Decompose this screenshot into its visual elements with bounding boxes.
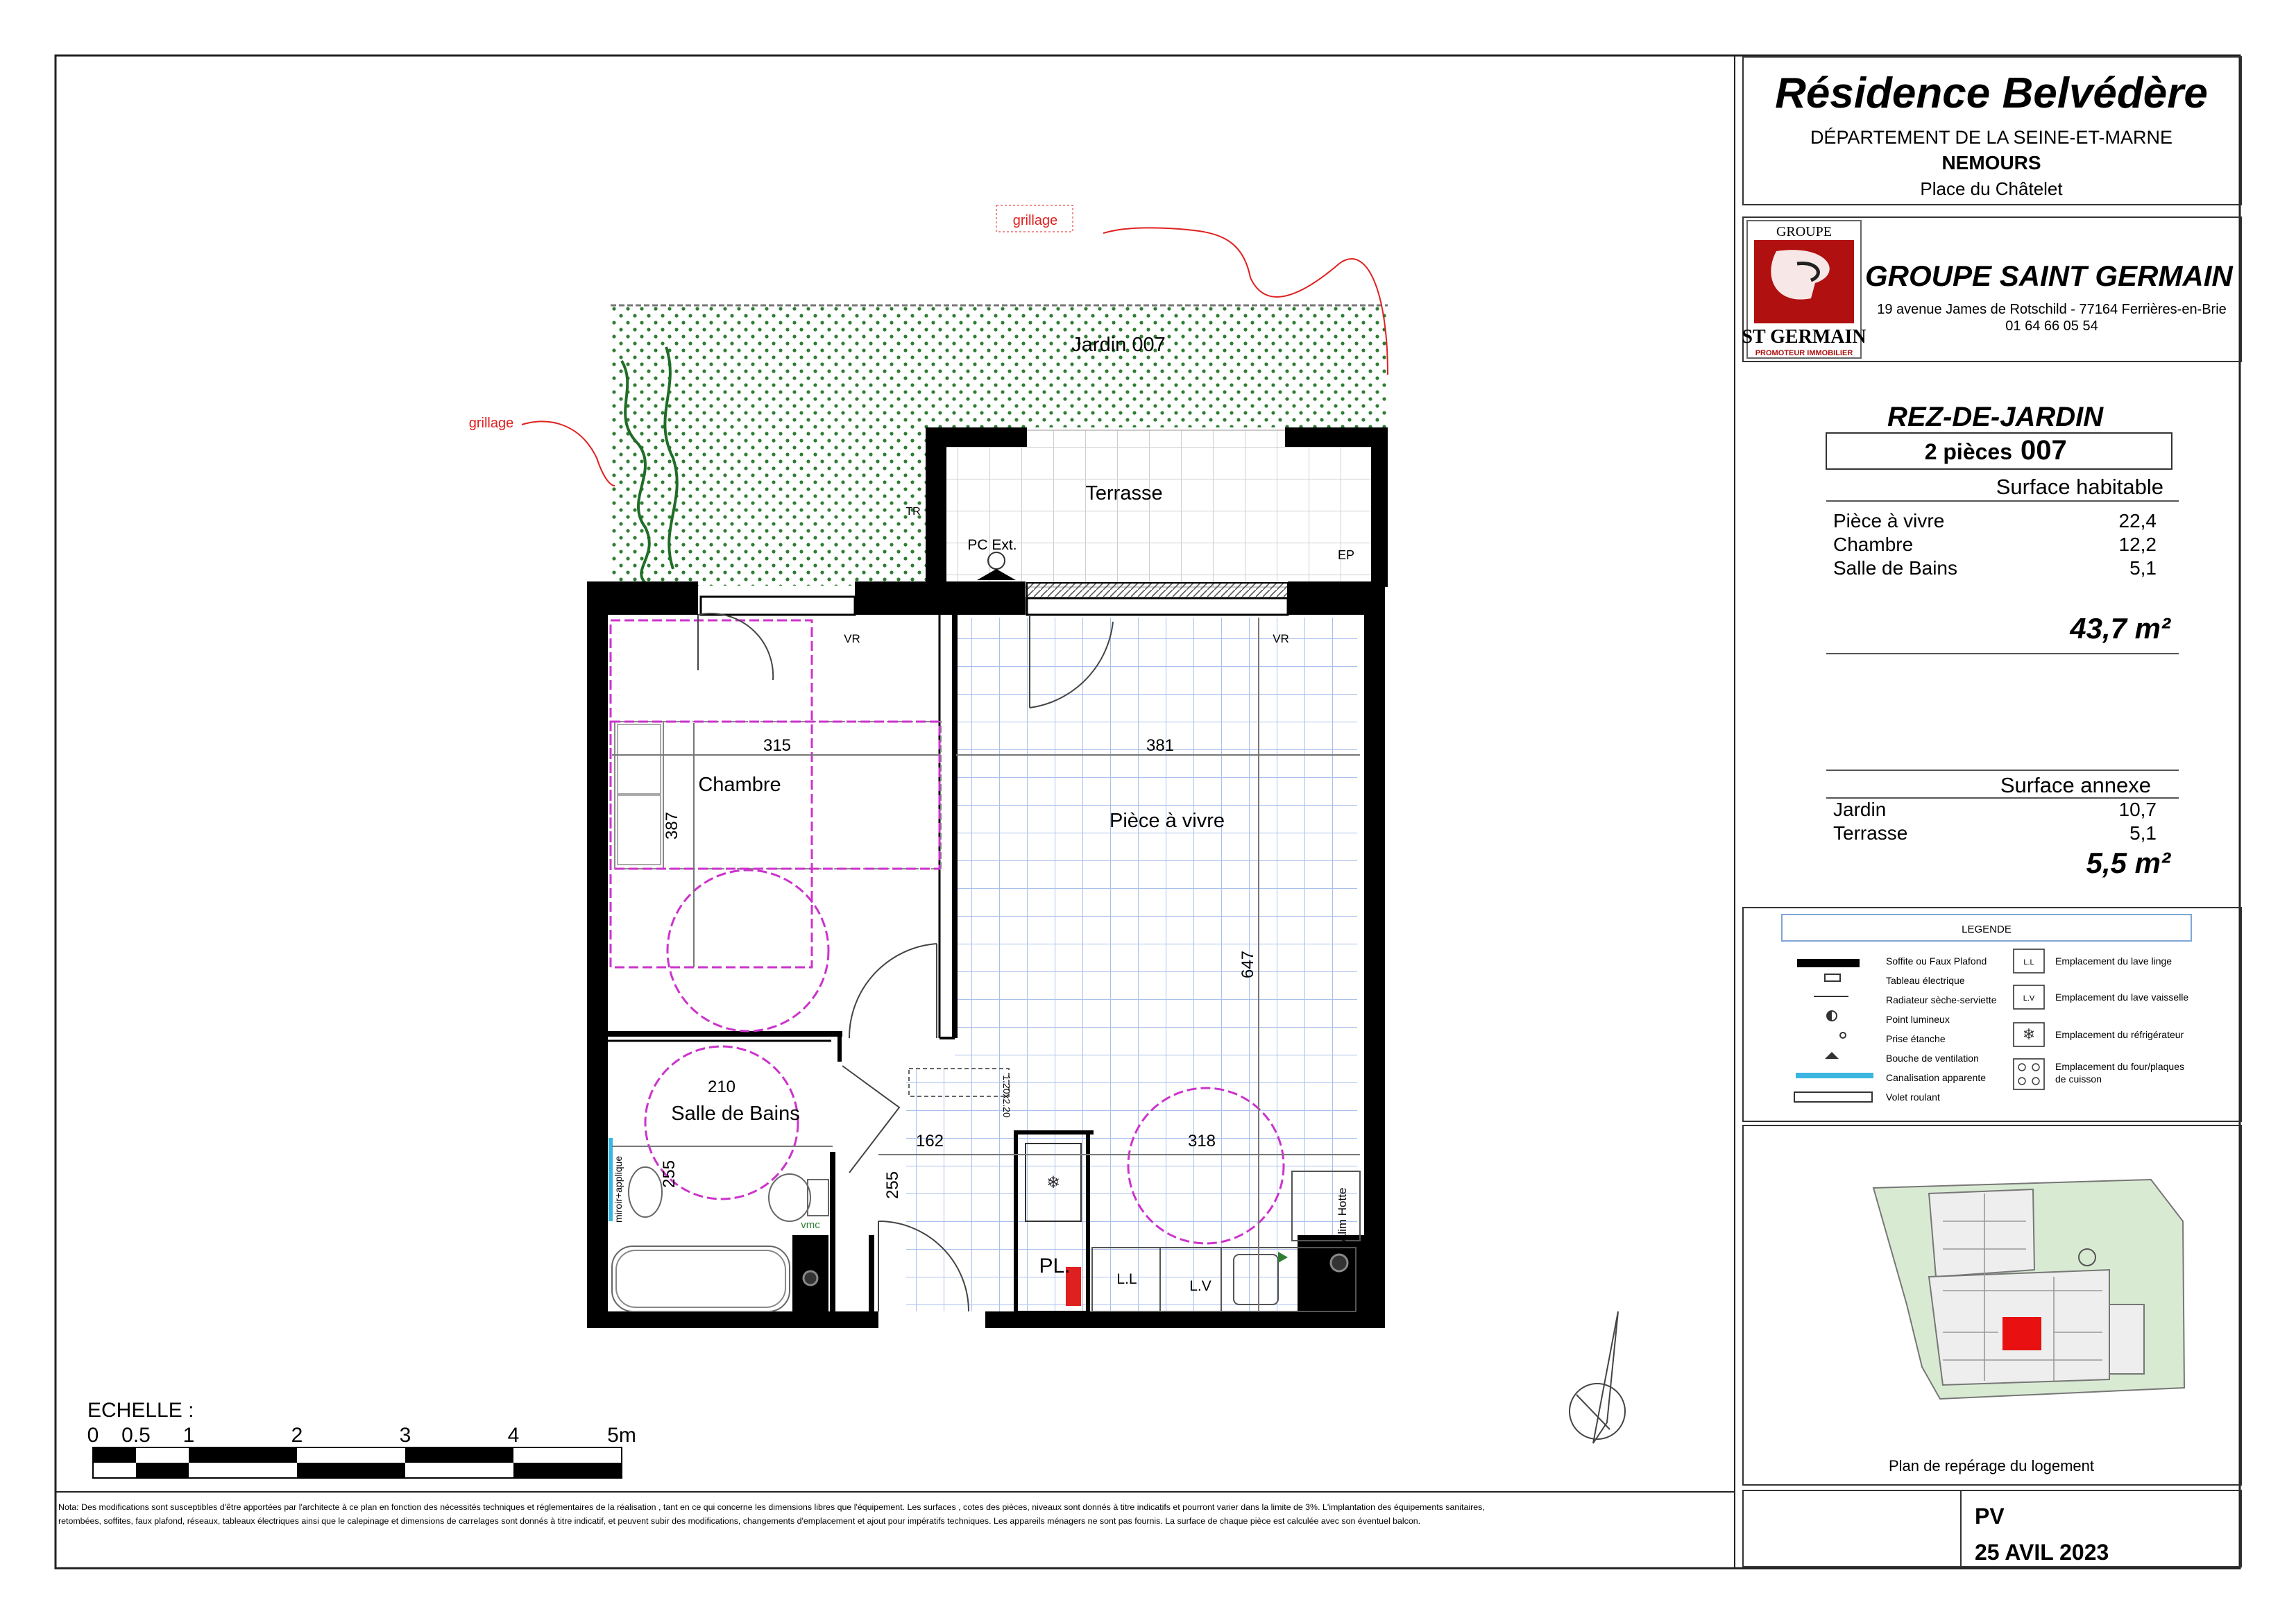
fridge-icon: ❄ <box>1046 1173 1061 1192</box>
address: Place du Châtelet <box>1920 178 2063 199</box>
dim-387: 387 <box>663 811 681 840</box>
svg-text:GROUPE: GROUPE <box>1776 224 1832 239</box>
scale-tick: 1 <box>182 1424 195 1447</box>
bath-label: Salle de Bains <box>671 1103 800 1125</box>
alim-hotte-label: Alim Hotte <box>1336 1187 1349 1242</box>
door-chambre-window <box>698 613 773 680</box>
legend-code: L.V <box>2023 994 2035 1003</box>
terrace-label: Terrasse <box>1085 482 1163 504</box>
location-plan-map <box>1873 1180 2184 1399</box>
unit-number: 007 <box>2021 435 2067 466</box>
ll-label: L.L <box>1116 1271 1137 1287</box>
legend-item: Emplacement du lave vaisselle <box>2055 992 2189 1003</box>
unit-type: 2 pièces <box>1924 439 2012 464</box>
dim-255-bath: 255 <box>660 1159 679 1189</box>
vr-label-1: VR <box>844 632 860 645</box>
habitable-total: 43,7 m² <box>2070 612 2170 645</box>
pl-label: PL. <box>1039 1255 1071 1277</box>
annexe-row-value: 5,1 <box>2129 822 2157 844</box>
annexe-row-value: 10,7 <box>2118 799 2157 820</box>
note-line-1: Nota: Des modifications sont susceptibles d'être apportées par l'architecte à ce plan en fonction des nécessités techniques et réglementaires de la réalisation , tant en ce qui concerne les dimensions libres que l'équipement. Les surfaces , cotes des pièces, niveaux sont donnés à titre indicatifs et pourront varier dans la limite de 3%. L'implantation des équipements sanitaires, <box>58 1502 1485 1512</box>
garden-area <box>611 305 1388 427</box>
dim-255-hall: 255 <box>883 1171 902 1200</box>
chambre-label: Chambre <box>698 774 781 796</box>
dim-318: 318 <box>1187 1132 1216 1150</box>
developer-phone: 01 64 66 05 54 <box>2005 318 2098 334</box>
department: DÉPARTEMENT DE LA SEINE-ET-MARNE <box>1810 127 2173 148</box>
turning-circle-bedroom <box>667 870 828 1031</box>
ep-label: EP <box>1337 548 1355 562</box>
scale-tick: 2 <box>291 1424 303 1447</box>
scale-tick: 4 <box>507 1424 520 1447</box>
washbasin <box>629 1167 662 1217</box>
snowflake-icon: ❄ <box>2022 1026 2036 1043</box>
dim-381: 381 <box>1146 736 1175 755</box>
svg-text:ST GERMAIN: ST GERMAIN <box>1742 326 1866 348</box>
location-plan-caption: Plan de repérage du logement <box>1889 1457 2094 1475</box>
scale-title: ECHELLE : <box>87 1399 194 1422</box>
scale-tick: 3 <box>399 1424 411 1447</box>
window-chambre <box>701 597 855 615</box>
legend-item: Prise étanche <box>1886 1033 1946 1044</box>
vr-label-2: VR <box>1273 632 1289 645</box>
developer-address: 19 avenue James de Rotschild - 77164 Ferrières-en-Brie <box>1877 302 2227 317</box>
scale-tick: 0 <box>87 1424 99 1447</box>
legend-item: Radiateur sèche-serviette <box>1886 994 1997 1005</box>
annexe-total: 5,5 m² <box>2086 847 2170 879</box>
unit-level: REZ-DE-JARDIN <box>1887 402 2104 432</box>
stamp-label: PV <box>1975 1504 2005 1529</box>
annexe-row-label: Terrasse <box>1833 822 1908 844</box>
legend-item: Canalisation apparente <box>1886 1072 1986 1083</box>
dim-210: 210 <box>707 1078 736 1096</box>
legend-item: Volet roulant <box>1886 1091 1940 1103</box>
legend-item: Emplacement du four/plaques <box>2055 1061 2184 1072</box>
grillage-label-2: grillage <box>468 416 514 431</box>
habitable-rows <box>1833 510 2157 579</box>
bathtub <box>612 1246 790 1311</box>
scale-ticks <box>87 1424 636 1447</box>
note-line-2: retombées, soffites, faux plafond, réseaux, tableaux électriques ainsi que le calepinage et dimensions de carrelages sont donnés à titre indicatif, et peuvent subir des modifications, changements d'emplacement et ajout pour impératifs techniques. Les appareils ménagers ne sont pas fournis. La surface de chaque pièce est calculée avec son éventuel balcon. <box>58 1516 1421 1526</box>
legend-item: Bouche de ventilation <box>1886 1053 1979 1064</box>
project-title: Résidence Belvédère <box>1775 69 2208 117</box>
legend-item: Soffite ou Faux Plafond <box>1886 955 1987 967</box>
habitable-row-label: Chambre <box>1833 534 1914 555</box>
toilet <box>769 1174 810 1221</box>
annexe-row-label: Jardin <box>1833 799 1887 820</box>
legend-item: de cuisson <box>2055 1073 2102 1085</box>
habitable-row-value: 5,1 <box>2129 557 2157 579</box>
scale-tick: 5m <box>607 1424 636 1447</box>
habitable-row-label: Pièce à vivre <box>1833 510 1945 532</box>
legend-item: Tableau électrique <box>1886 975 1965 986</box>
developer-logo <box>1742 221 1866 358</box>
city: NEMOURS <box>1941 152 2041 173</box>
door-size: 1.20x2.20 <box>1001 1075 1012 1118</box>
stamp-date: 25 AVIL 2023 <box>1975 1540 2109 1565</box>
living-label: Pièce à vivre <box>1109 810 1225 832</box>
north-arrow <box>1570 1311 1625 1443</box>
floor-plan <box>522 205 1625 1443</box>
dim-647: 647 <box>1239 950 1257 979</box>
svg-text:PROMOTEUR IMMOBILIER: PROMOTEUR IMMOBILIER <box>1755 349 1853 357</box>
habitable-title: Surface habitable <box>1996 475 2163 499</box>
habitable-row-value: 22,4 <box>2118 510 2157 532</box>
scale-bar <box>93 1447 622 1478</box>
pc-ext-label: PC Ext. <box>967 537 1017 553</box>
terrace-tiles <box>937 430 1381 587</box>
tr-label: TR <box>905 506 921 518</box>
miroir-label: miroir+applique <box>613 1155 624 1223</box>
scale-tick: 0.5 <box>121 1424 151 1447</box>
door-chambre <box>849 944 937 1038</box>
unit-highlight <box>2002 1317 2041 1350</box>
vmc-label: vmc <box>801 1219 820 1231</box>
annexe-rows <box>1833 799 2157 844</box>
legend-item: Emplacement du lave linge <box>2055 955 2172 967</box>
annexe-title: Surface annexe <box>2000 773 2151 797</box>
dim-315: 315 <box>763 736 792 755</box>
lv-label: L.V <box>1189 1278 1211 1294</box>
legend-box <box>1743 908 2241 1121</box>
legend-left <box>1794 959 1873 1102</box>
legend-code: L.L <box>2023 958 2034 967</box>
legend-title: LEGENDE <box>1962 924 2012 935</box>
grillage-leader-2 <box>522 421 615 486</box>
dim-162: 162 <box>915 1132 944 1150</box>
developer-name: GROUPE SAINT GERMAIN <box>1865 260 2233 292</box>
garden-label: Jardin 007 <box>1071 334 1166 356</box>
habitable-row-label: Salle de Bains <box>1833 557 1958 579</box>
legend-item: Emplacement du réfrigérateur <box>2055 1029 2184 1040</box>
legend-item: Point lumineux <box>1886 1014 1950 1025</box>
grillage-label-1: grillage <box>1012 213 1058 228</box>
habitable-row-value: 12,2 <box>2118 534 2157 555</box>
window-living <box>1027 583 1288 598</box>
door-bath <box>842 1066 899 1173</box>
